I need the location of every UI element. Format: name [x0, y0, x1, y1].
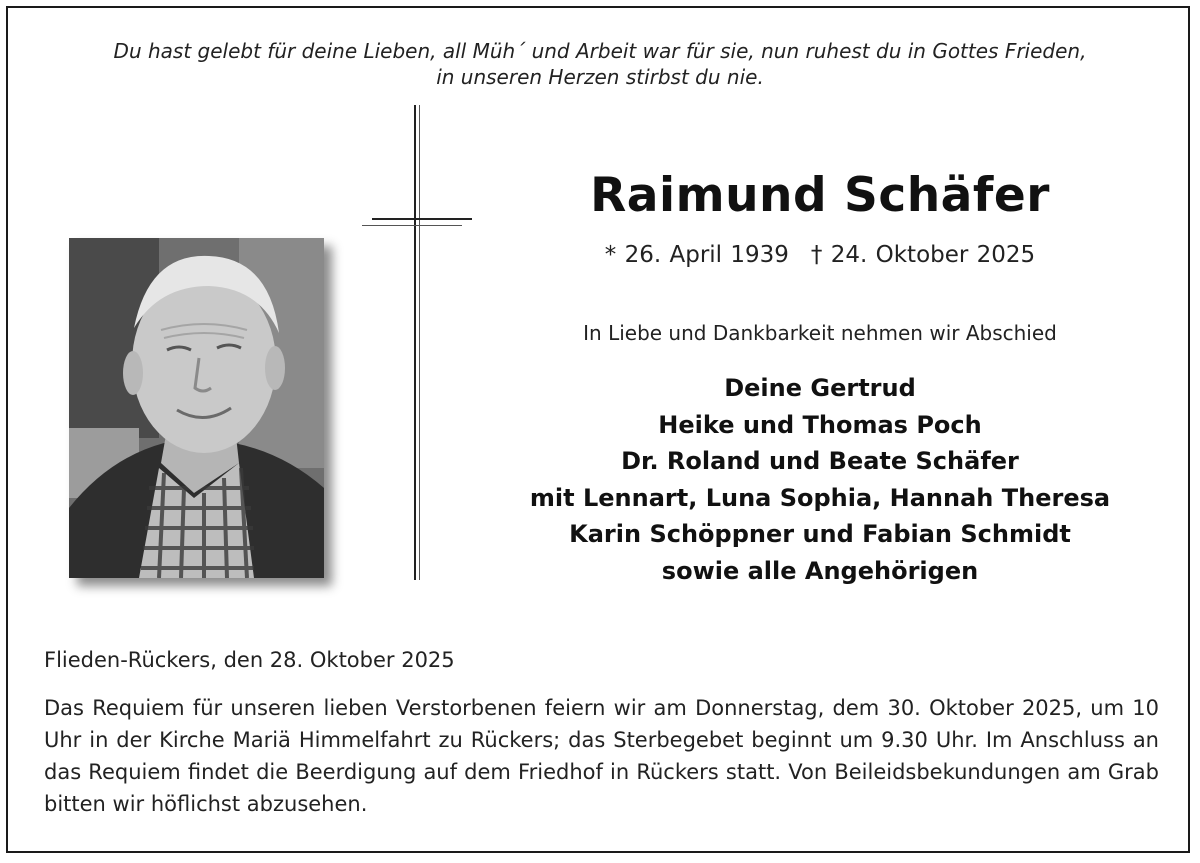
place-and-date: Flieden-Rückers, den 28. Oktober 2025	[44, 648, 455, 672]
farewell-text: In Liebe und Dankbarkeit nehmen wir Abschied	[583, 321, 1057, 345]
portrait-photo	[69, 238, 324, 578]
mourner-line: Karin Schöppner und Fabian Schmidt	[569, 520, 1071, 548]
life-dates	[560, 242, 1080, 268]
motto-line-1: Du hast gelebt für deine Lieben, all Müh´ und Arbeit war für sie, nun ruhest du in Gottes Frieden,	[113, 39, 1087, 63]
death-date: † 24. Oktober 2025	[810, 242, 1036, 268]
motto-line-2: in unseren Herzen stirbst du nie.	[436, 65, 764, 89]
deceased-name: Raimund Schäfer	[590, 168, 1050, 223]
mourner-line: Dr. Roland und Beate Schäfer	[621, 447, 1019, 475]
mourner-line: sowie alle Angehörigen	[661, 556, 979, 585]
mourner-line: mit Lennart, Luna Sophia, Hannah Theresa	[529, 483, 1111, 512]
motto-verse	[0, 38, 1200, 90]
birth-date: * 26. April 1939	[604, 242, 789, 268]
mourners-list	[500, 370, 1140, 589]
mourner-line: Deine Gertrud	[724, 374, 916, 402]
mourner-line: Heike und Thomas Poch	[658, 410, 982, 439]
service-details: Das Requiem für unseren lieben Verstorbenen feiern wir am Donnerstag, dem 30. Oktober 2025, um 10 Uhr in der Kirche Mariä Himmelfahrt zu Rückers; das Sterbegebet beginnt um 9.30 Uhr. Im Anschluss an das Requiem findet die Beerdigung auf dem Friedhof in Rückers statt. Von Beileidsbekundungen am Grab bitten wir höflichst abzusehen.	[44, 696, 1159, 816]
